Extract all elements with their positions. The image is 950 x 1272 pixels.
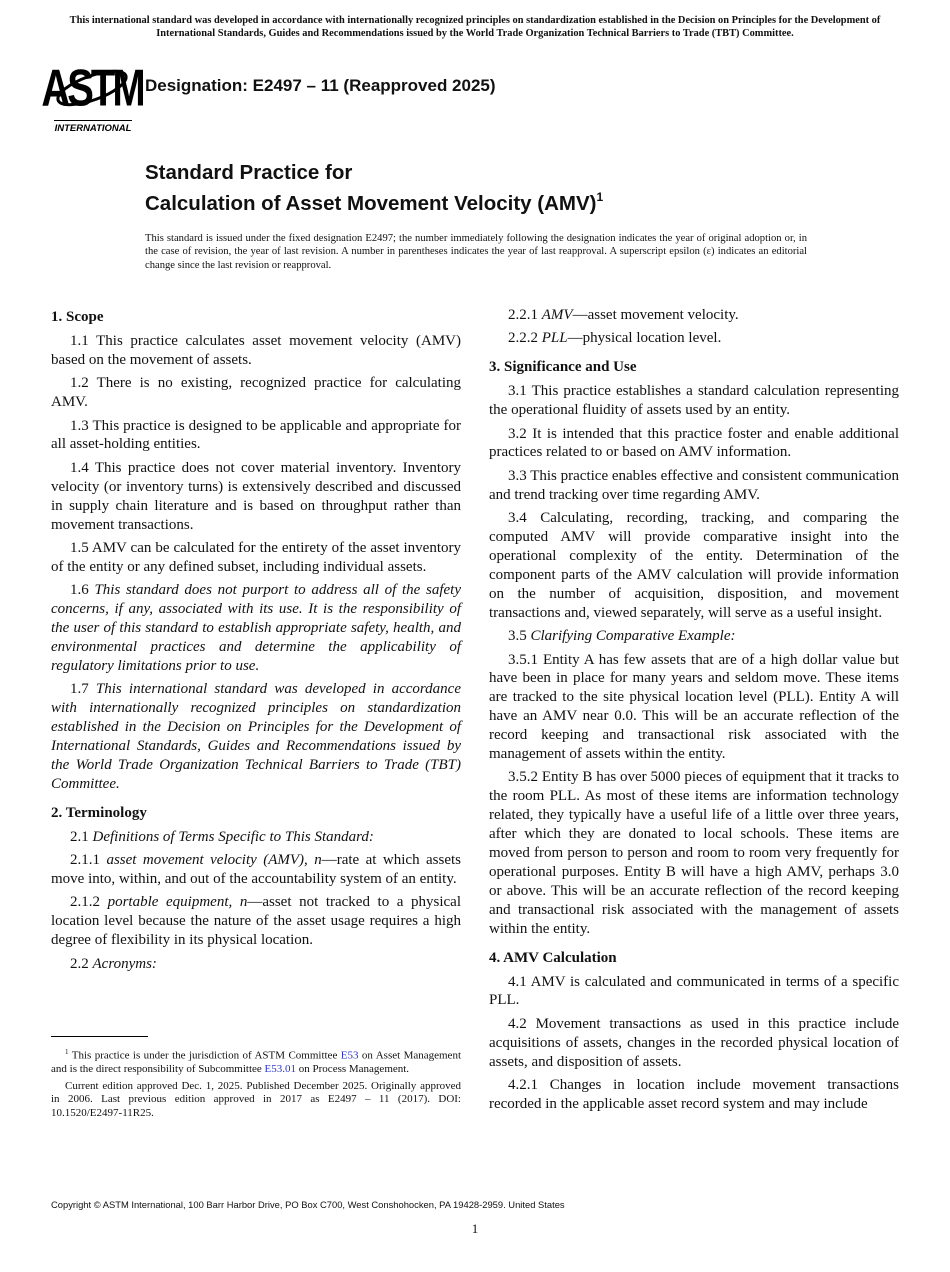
paragraph-text: 1.7	[70, 681, 96, 698]
paragraph	[489, 467, 899, 505]
title-text: Calculation of Asset Movement Velocity (AMV)	[145, 192, 597, 215]
issued-note: This standard is issued under the fixed designation E2497; the number immediately following the designation indicates the year of original adoption or, in the case of revision, the year of last revision. A number in parentheses indicates the year of last reapproval. A superscript epsilon (ε) indicates an editorial change since the last revision or reapproval.	[145, 233, 807, 271]
paragraph-text: 3.3 This practice enables effective and consistent communication and trend tracking over time regarding AMV.	[489, 467, 899, 503]
left-column	[51, 306, 461, 978]
paragraph-text: PLL	[541, 330, 568, 347]
paragraph	[489, 425, 899, 463]
astm-logo	[41, 56, 143, 134]
footnote-text: on Process Management.	[298, 1063, 410, 1076]
paragraph	[489, 306, 899, 325]
paragraph-text: 2.1	[70, 828, 93, 845]
paragraph	[51, 417, 461, 455]
paragraph-text: 1.1 This practice calculates asset movement velocity (AMV) based on the movement of assets.	[51, 332, 461, 368]
paragraph-text: This standard does not purport to address all of the safety concerns, if any, associated with its use. It is the responsibility of the user of this standard to establish appropriate safety, health, and environmental practices and determine the applicability of regulatory limitations prior to use.	[51, 582, 462, 674]
footnote-divider	[51, 1036, 148, 1037]
paragraph-text: Acronyms:	[92, 955, 157, 972]
paragraph-text: 1.3 This practice is designed to be applicable and appropriate for all asset-holding entities.	[51, 417, 461, 453]
paragraph	[51, 680, 461, 793]
paragraph	[51, 893, 461, 950]
paragraph	[489, 329, 899, 348]
astm-logo-icon	[41, 56, 143, 134]
paragraph-text: 4.2 Movement transactions as used in this practice include acquisitions of assets, changes in the recorded physical location of assets, and disposition of assets.	[489, 1015, 899, 1070]
paragraph-text: 3.5	[508, 628, 531, 645]
section-heading: 3. Significance and Use	[489, 359, 637, 376]
paragraph	[51, 332, 461, 370]
paragraph	[489, 627, 899, 646]
paragraph-text: 4.2.1 Changes in location include movement transactions recorded in the applicable asset record system and may include	[489, 1077, 899, 1112]
paragraph-text: 2.2.2	[508, 330, 542, 347]
paragraph	[51, 539, 461, 577]
paragraph	[489, 973, 899, 1011]
copyright: Copyright © ASTM International, 100 Barr Harbor Drive, PO Box C700, West Conshohocken, PA 19428-2959. United States	[51, 1199, 565, 1210]
paragraph-text: Clarifying Comparative Example:	[530, 628, 736, 645]
paragraph	[51, 955, 461, 974]
paragraph-text: 4.1 AMV is calculated and communicated in terms of a specific PLL.	[489, 973, 899, 1009]
paragraph	[489, 768, 899, 938]
title-footnote-mark: 1	[596, 190, 604, 204]
paragraph	[489, 1076, 899, 1114]
paragraph	[51, 374, 461, 412]
paragraph-text: 1.2 There is no existing, recognized practice for calculating AMV.	[51, 375, 461, 411]
paragraph-text: 3.5.2 Entity B has over 5000 pieces of equipment that it tracks to the room PLL. As most of these items are information technology related, they typically have a useful life of a little over three years, after which they are donated to local schools. These items are moved from person to person and room to room very frequently for operational purposes. Entity B will have a high AMV, perhaps 3.0 or above. This will be an accurate reflection of the record keeping and transactional risk associated with the management of assets within the entity.	[489, 769, 899, 937]
paragraph-text: 2.1.2	[70, 894, 108, 911]
paragraph-text: AMV	[541, 307, 573, 323]
paragraph-text: asset movement velocity (AMV), n	[106, 852, 322, 869]
svg-text:INTERNATIONAL: INTERNATIONAL	[54, 123, 132, 134]
section-heading: 2. Terminology	[51, 804, 147, 821]
edition-note: Current edition approved Dec. 1, 2025. Published December 2025. Originally approved in 2006. Last previous edition approved in 2017 as E2497 – 11 (2017). DOI: 10.1520/E2497-11R25.	[51, 1079, 461, 1120]
paragraph-text: 3.1 This practice establishes a standard calculation representing the operational fluidity of assets used by an entity.	[489, 383, 899, 419]
paragraph-text: This international standard was developed in accordance with internationally recognized principles on standardization established in the Decision on Principles for the Development of International Standards, Guides and Recommendations issued by the World Trade Organization Technical Barriers to Trade (TBT) Committee.	[51, 681, 462, 792]
paragraph-text: 1.6	[70, 582, 95, 599]
paragraph-text: —rate at which assets move into, within, and out of the accountability system of an entity.	[51, 852, 461, 887]
footnote	[51, 1046, 461, 1124]
link-e53[interactable]: E53	[340, 1049, 359, 1062]
paragraph-text: Definitions of Terms Specific to This Standard:	[92, 828, 374, 845]
section-heading: 1. Scope	[51, 309, 104, 325]
right-column	[489, 306, 899, 1118]
paragraph-text: —asset not tracked to a physical location level because the nature of the asset usage requires a high degree of flexibility in its physical location.	[51, 894, 462, 949]
designation: Designation: E2497 – 11 (Reapproved 2025)	[145, 76, 496, 95]
development-notice: This international standard was developed in accordance with internationally recognized principles on standardization established in the Decision on Principles for the Development of International Standards, Guides and Recommendations issued by the World Trade Organization Technical Barriers to Trade (TBT) Committee.	[69, 15, 881, 39]
paragraph-text: 1.4 This practice does not cover material inventory. Inventory velocity (or inventory turns) is extensively described and discussed in supply chain literature and is based on throughput rather than movement transactions.	[51, 459, 461, 533]
paragraph-text: 2.2.1	[508, 307, 542, 323]
paragraph	[489, 651, 899, 764]
link-e53-01[interactable]: E53.01	[264, 1063, 297, 1076]
paragraph	[489, 1015, 899, 1072]
section-heading: 4. AMV Calculation	[489, 949, 617, 966]
paragraph	[51, 581, 461, 676]
paragraph	[489, 509, 899, 622]
title-line-1: Standard Practice for	[145, 161, 353, 184]
paragraph	[51, 459, 461, 535]
page-number: 1	[471, 1221, 479, 1236]
svg-text:ASTM: ASTM	[41, 58, 143, 117]
paragraph	[489, 382, 899, 420]
footnote-text: This practice is under the jurisdiction of ASTM Committee	[71, 1049, 338, 1062]
footnote-text: on Asset Management and is the direct responsibility of Subcommittee	[51, 1049, 461, 1076]
paragraph-text: portable equipment, n	[107, 894, 248, 911]
paragraph-text: 2.1.1	[70, 852, 107, 869]
paragraph-text: 3.4 Calculating, recording, tracking, and comparing the computed AMV will provide comparative insight into the operational complexity of the entity. Determination of the component parts of the AMV calculation will provide information on the number of acquisition, disposition, and movement transactions and, viewed separately, will serve as a useful insight.	[489, 510, 899, 621]
document-title	[145, 160, 603, 216]
paragraph	[51, 851, 461, 889]
paragraph-text: 3.5.1 Entity A has few assets that are of a high dollar value but have been in place for many years and seldom move. These items are tracked to the site physical location level (PLL). Entity A will have an AMV near 0.0. This will be an accurate reflection of the record keeping and transactional risk associated with the management of assets within the entity.	[489, 651, 899, 763]
paragraph-text: —physical location level.	[567, 330, 722, 347]
paragraph-text: 2.2	[70, 955, 93, 972]
paragraph-text: 1.5 AMV can be calculated for the entirety of the asset inventory of the entity or any defined subset, including individual assets.	[51, 539, 461, 575]
title-line-2	[145, 185, 603, 216]
paragraph	[51, 828, 461, 847]
footnote-mark: 1	[65, 1048, 69, 1056]
paragraph-text: 3.2 It is intended that this practice foster and enable additional practices related to or based on AMV information.	[489, 425, 899, 461]
paragraph-text: —asset movement velocity.	[572, 307, 739, 323]
